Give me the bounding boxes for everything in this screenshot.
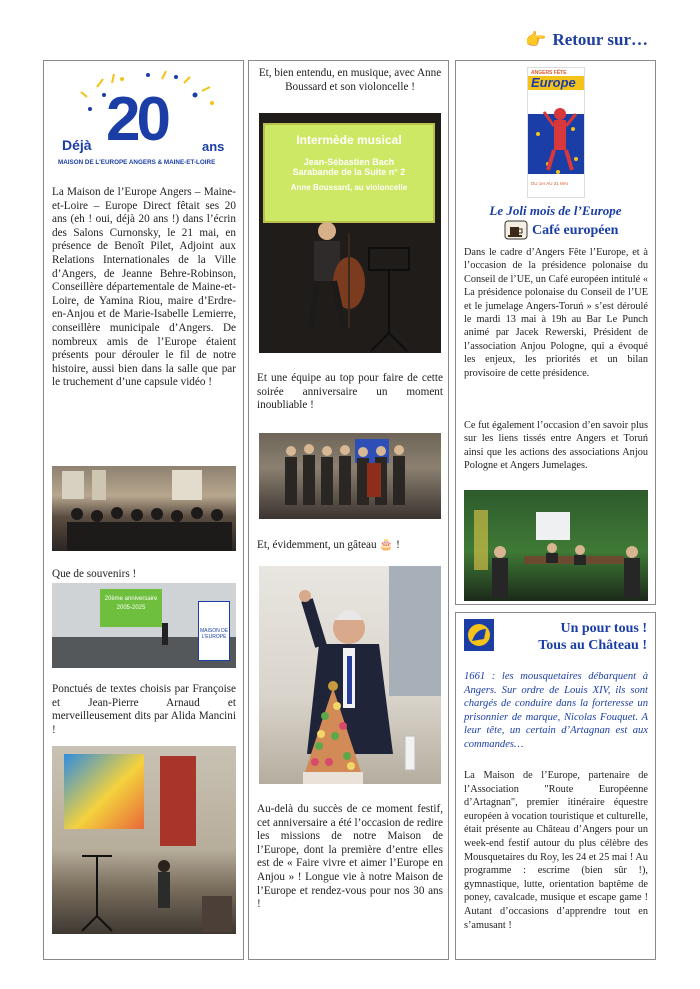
photo-audience [52,466,236,551]
mission-paragraph: Au-delà du succès de ce moment festif, cet anniversaire a été l’occasion de redire les missions de notre Maison de l’Europe, dont la première d’entre elles est de « Faire vivre et aimer l’Europe en Anjou » ! Longue vie à notre Maison de l’Europe et rendez-vous pour nos 30 ans ! [257,803,443,911]
un-pour-tous-title: Un pour tous ! [560,621,647,636]
photo-cake [259,566,441,784]
logo-number: 20 [106,85,167,154]
anniversary-logo [52,69,237,179]
poster-top: ANGERS FÊTE [531,70,567,76]
joli-mois-title: Le Joli mois de l’Europe [489,203,622,218]
cafe-europeen-title: Café européen [532,223,619,238]
music-intro: Et, bien entendu, en musique, avec Anne Boussard et son violoncelle ! [258,67,442,93]
section-header [525,30,648,50]
poster-title: Europe [528,76,584,90]
screen-performer: Anne Boussard, au violoncelle [290,183,408,192]
screen-title: 20ème anniversaire [104,596,158,602]
photo-screen-projection [52,583,236,668]
readers-paragraph: Ponctués de textes choisis par Françoise et Jean-Pierre Arnaud et merveilleusement dits par Alida Mancini ! [52,683,236,736]
memories-caption: Que de souvenirs ! [52,568,137,580]
header-title: Retour sur… [552,30,648,49]
screen-years: 2005-2025 [116,605,146,611]
column-anniversary [43,60,244,960]
team-paragraph: Et une équipe au top pour faire de cette soirée anniversaire un moment inoubliable ! [257,372,443,412]
cake-caption: Et, évidemment, un gâteau 🎂 ! [257,539,400,551]
column-joli-mois [455,60,656,605]
cafe-paragraph-1: Dans le cadre d’Angers Fête l’Europe, et à l’occasion de la présidence polonaise du Conseil de l’UE, un Café européen intitulé « La présidence polonaise du Conseil de l’UE et le jumelage Angers-Toruń » s’est déroulé le mardi 13 mai à 19h au Bar Le Punch animé par Jacek Rewerski, Président de l’association Anjou Pologne, qui a évoqué les enjeux, les priorités et un bilan provisoire de cette présidence. [464,247,648,379]
tous-au-chateau-title: Tous au Château ! [538,638,647,653]
screen-composer: Jean-Sébastien Bach [303,157,395,167]
cafe-paragraph-2: Ce fut également l’occasion d’en savoir plus sur les liens tissés entre Angers et Toruń ainsi que les actions des associations Anjou Pologne et Angers Jumelages. [464,420,648,472]
screen-music-title: Intermède musical [296,133,402,147]
anniversary-paragraph: La Maison de l’Europe Angers – Maine-et-Loire – Europe Direct fêtait ses 20 ans (eh ! oui, déjà 20 ans !) dans l’écrin des Salons Curnonsky, le 21 mai, en présence de Benoît Pilet, Adjoint aux Relations Internationales de la Ville d’Angers, de Jeanne Behre-Robinson, Conseillère départementale de Maine-et-Loire, de Yamina Riou, maire d’Erdre-en-Anjou et de Marie-Isabelle Lemierre, conseillère municipale d’Angers. De nombreux amis de l’Europe étaient présents pour dérouler le fil de notre histoire, aussi bien dans la salle que par le truchement d’une capsule vidéo ! [52,186,236,389]
roll-up-banner: MAISON DE L'EUROPE [198,601,230,661]
photo-team [259,433,441,519]
logo-subtitle: MAISON DE L'EUROPE ANGERS & MAINE-ET-LOIRE [58,159,216,166]
photo-reading [52,746,236,934]
poster-dates: DU 1er AU 31 MAI [531,181,569,186]
poster-angers-fete-europe [527,67,585,198]
column-music [248,60,449,960]
mousquetaires-intro: 1661 : les mousquetaires débarquent à Angers. Sur ordre de Louis XIV, ils sont chargés de conduire dans la forteresse un prisonnier de marque, Nicolas Fouquet. A leur tête, un certain d’Artagnan est aux commandes… [464,671,648,750]
photo-cellist [259,113,441,353]
screen-piece: Sarabande de la Suite n° 2 [292,167,406,177]
logo-right-text: ans [202,139,225,154]
photo-cafe [464,490,648,601]
column-chateau [455,612,656,960]
pointing-hand-icon: 👉 [525,30,547,49]
coffee-icon [504,220,528,245]
chateau-paragraph: La Maison de l’Europe, partenaire de l’Association "Route Européenne d’Artagnan", premier itinéraire équestre européen à vocation touristique et culturelle, était présente au Château d’Angers pour un week-end festif autour du plus célèbre des Mousquetaires du Roy, les 24 et 25 mai ! Au programme : escrime (bien sûr !), gymnastique, lutte, orientation baptême de poney, cavalcade, musique et escape game ! Autant d’occasions d’apprendre tout en s’amusant ! [464,770,648,931]
route-artagnan-logo [464,619,494,651]
logo-left-text: Déjà [62,137,92,153]
